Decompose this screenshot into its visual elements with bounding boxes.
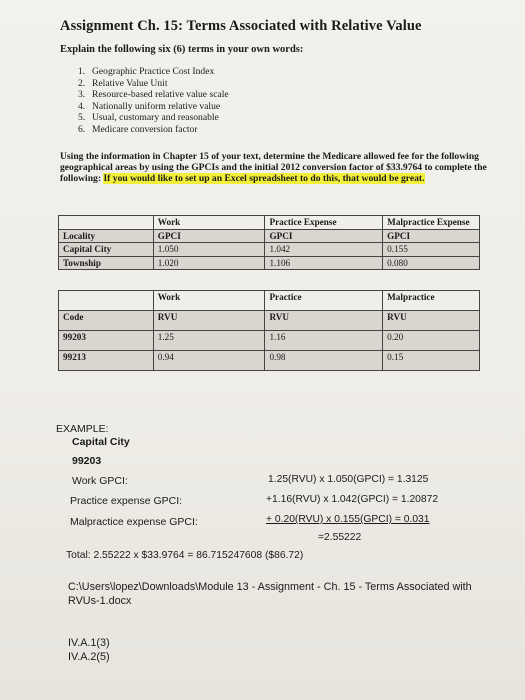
table-header: Work xyxy=(153,291,265,311)
gpci-table xyxy=(58,215,480,270)
table-header: Practice Expense xyxy=(265,216,383,230)
table-cell: RVU xyxy=(153,311,265,331)
table-header: Malpractice xyxy=(383,291,480,311)
table-cell xyxy=(59,291,154,311)
table-cell: RVU xyxy=(265,311,383,331)
list-item: 1. Geographic Practice Cost Index xyxy=(78,66,215,77)
table-cell: 1.16 xyxy=(265,331,383,351)
example-city: Capital City xyxy=(72,436,130,448)
instruction-text: Explain the following six (6) terms in your own words: xyxy=(60,44,304,55)
table-row xyxy=(59,216,480,230)
list-item: 6. Medicare conversion factor xyxy=(78,123,198,135)
table-cell: 0.155 xyxy=(383,243,480,257)
table-cell: 1.042 xyxy=(265,243,383,257)
code-item: IV.A.1(3) xyxy=(68,637,110,649)
calc-sum: =2.55222 xyxy=(318,532,362,543)
table-cell: 1.106 xyxy=(265,256,383,270)
table-row xyxy=(59,256,480,270)
table-cell: 0.080 xyxy=(383,256,480,270)
table-header: Work xyxy=(153,216,265,230)
highlighted-text: If you would like to set up an Excel spreadsheet to do this, that would be great. xyxy=(103,173,425,185)
example-label: EXAMPLE: xyxy=(56,423,109,435)
list-item: 2. Relative Value Unit xyxy=(78,77,168,89)
terms-list xyxy=(78,66,229,136)
list-item: 3. Resource-based relative value scale xyxy=(78,89,229,101)
table-header: Practice xyxy=(265,291,383,311)
table-cell xyxy=(59,216,154,230)
total-line: Total: 2.55222 x $33.9764 = 86.715247608 ($86.72) xyxy=(66,550,304,561)
table-cell: GPCI xyxy=(153,229,265,243)
file-path: C:\Users\lopez\Downloads\Module 13 - Assignment - Ch. 15 - Terms Associated with RVUs-1.docx xyxy=(68,581,472,607)
table-row xyxy=(59,351,480,371)
instructions-paragraph: Using the information in Chapter 15 of your text, determine the Medicare allowed fee for the following geographical areas by using the GPCIs and the initial 2012 conversion factor of $33.9764 to complete the following: If you would like to set up an Excel spreadsheet to do this, that would be great. xyxy=(60,151,487,185)
table-row xyxy=(59,331,480,351)
malpractice-gpci-label: Malpractice expense GPCI: xyxy=(70,516,198,528)
table-row xyxy=(59,229,480,243)
table-cell: 1.050 xyxy=(153,243,265,257)
list-item: 5. Usual, customary and reasonable xyxy=(78,112,219,124)
table-cell: 99213 xyxy=(59,351,154,371)
work-gpci-label: Work GPCI: xyxy=(72,475,128,487)
table-cell: GPCI xyxy=(383,229,480,243)
code-item: IV.A.2(5) xyxy=(68,650,110,663)
table-cell: Township xyxy=(59,256,154,270)
table-cell: 0.20 xyxy=(383,331,480,351)
table-cell: Capital City xyxy=(59,243,154,257)
page-title: Assignment Ch. 15: Terms Associated with Relative Value xyxy=(60,18,422,34)
calc-malpractice: + 0.20(RVU) x 0.155(GPCI) = 0.031 xyxy=(266,514,430,525)
table-cell: 0.94 xyxy=(153,351,265,371)
table-header: Malpractice Expense xyxy=(383,216,480,230)
table-row xyxy=(59,243,480,257)
table-cell: 0.15 xyxy=(383,351,480,371)
standards-codes xyxy=(68,637,110,664)
calc-work: 1.25(RVU) x 1.050(GPCI) = 1.3125 xyxy=(268,474,429,485)
table-cell: 1.25 xyxy=(153,331,265,351)
table-cell: 1.020 xyxy=(153,256,265,270)
calc-practice: +1.16(RVU) x 1.042(GPCI) = 1.20872 xyxy=(266,494,439,505)
example-code: 99203 xyxy=(72,455,102,467)
table-cell: RVU xyxy=(383,311,480,331)
table-cell: Locality xyxy=(59,229,154,243)
table-row xyxy=(59,311,480,331)
rvu-table xyxy=(58,290,480,371)
table-cell: Code xyxy=(59,311,154,331)
table-row xyxy=(59,291,480,311)
list-item: 4. Nationally uniform relative value xyxy=(78,100,221,112)
table-cell: GPCI xyxy=(265,229,383,243)
table-cell: 0.98 xyxy=(265,351,383,371)
table-cell: 99203 xyxy=(59,331,154,351)
practice-gpci-label: Practice expense GPCI: xyxy=(70,495,183,507)
